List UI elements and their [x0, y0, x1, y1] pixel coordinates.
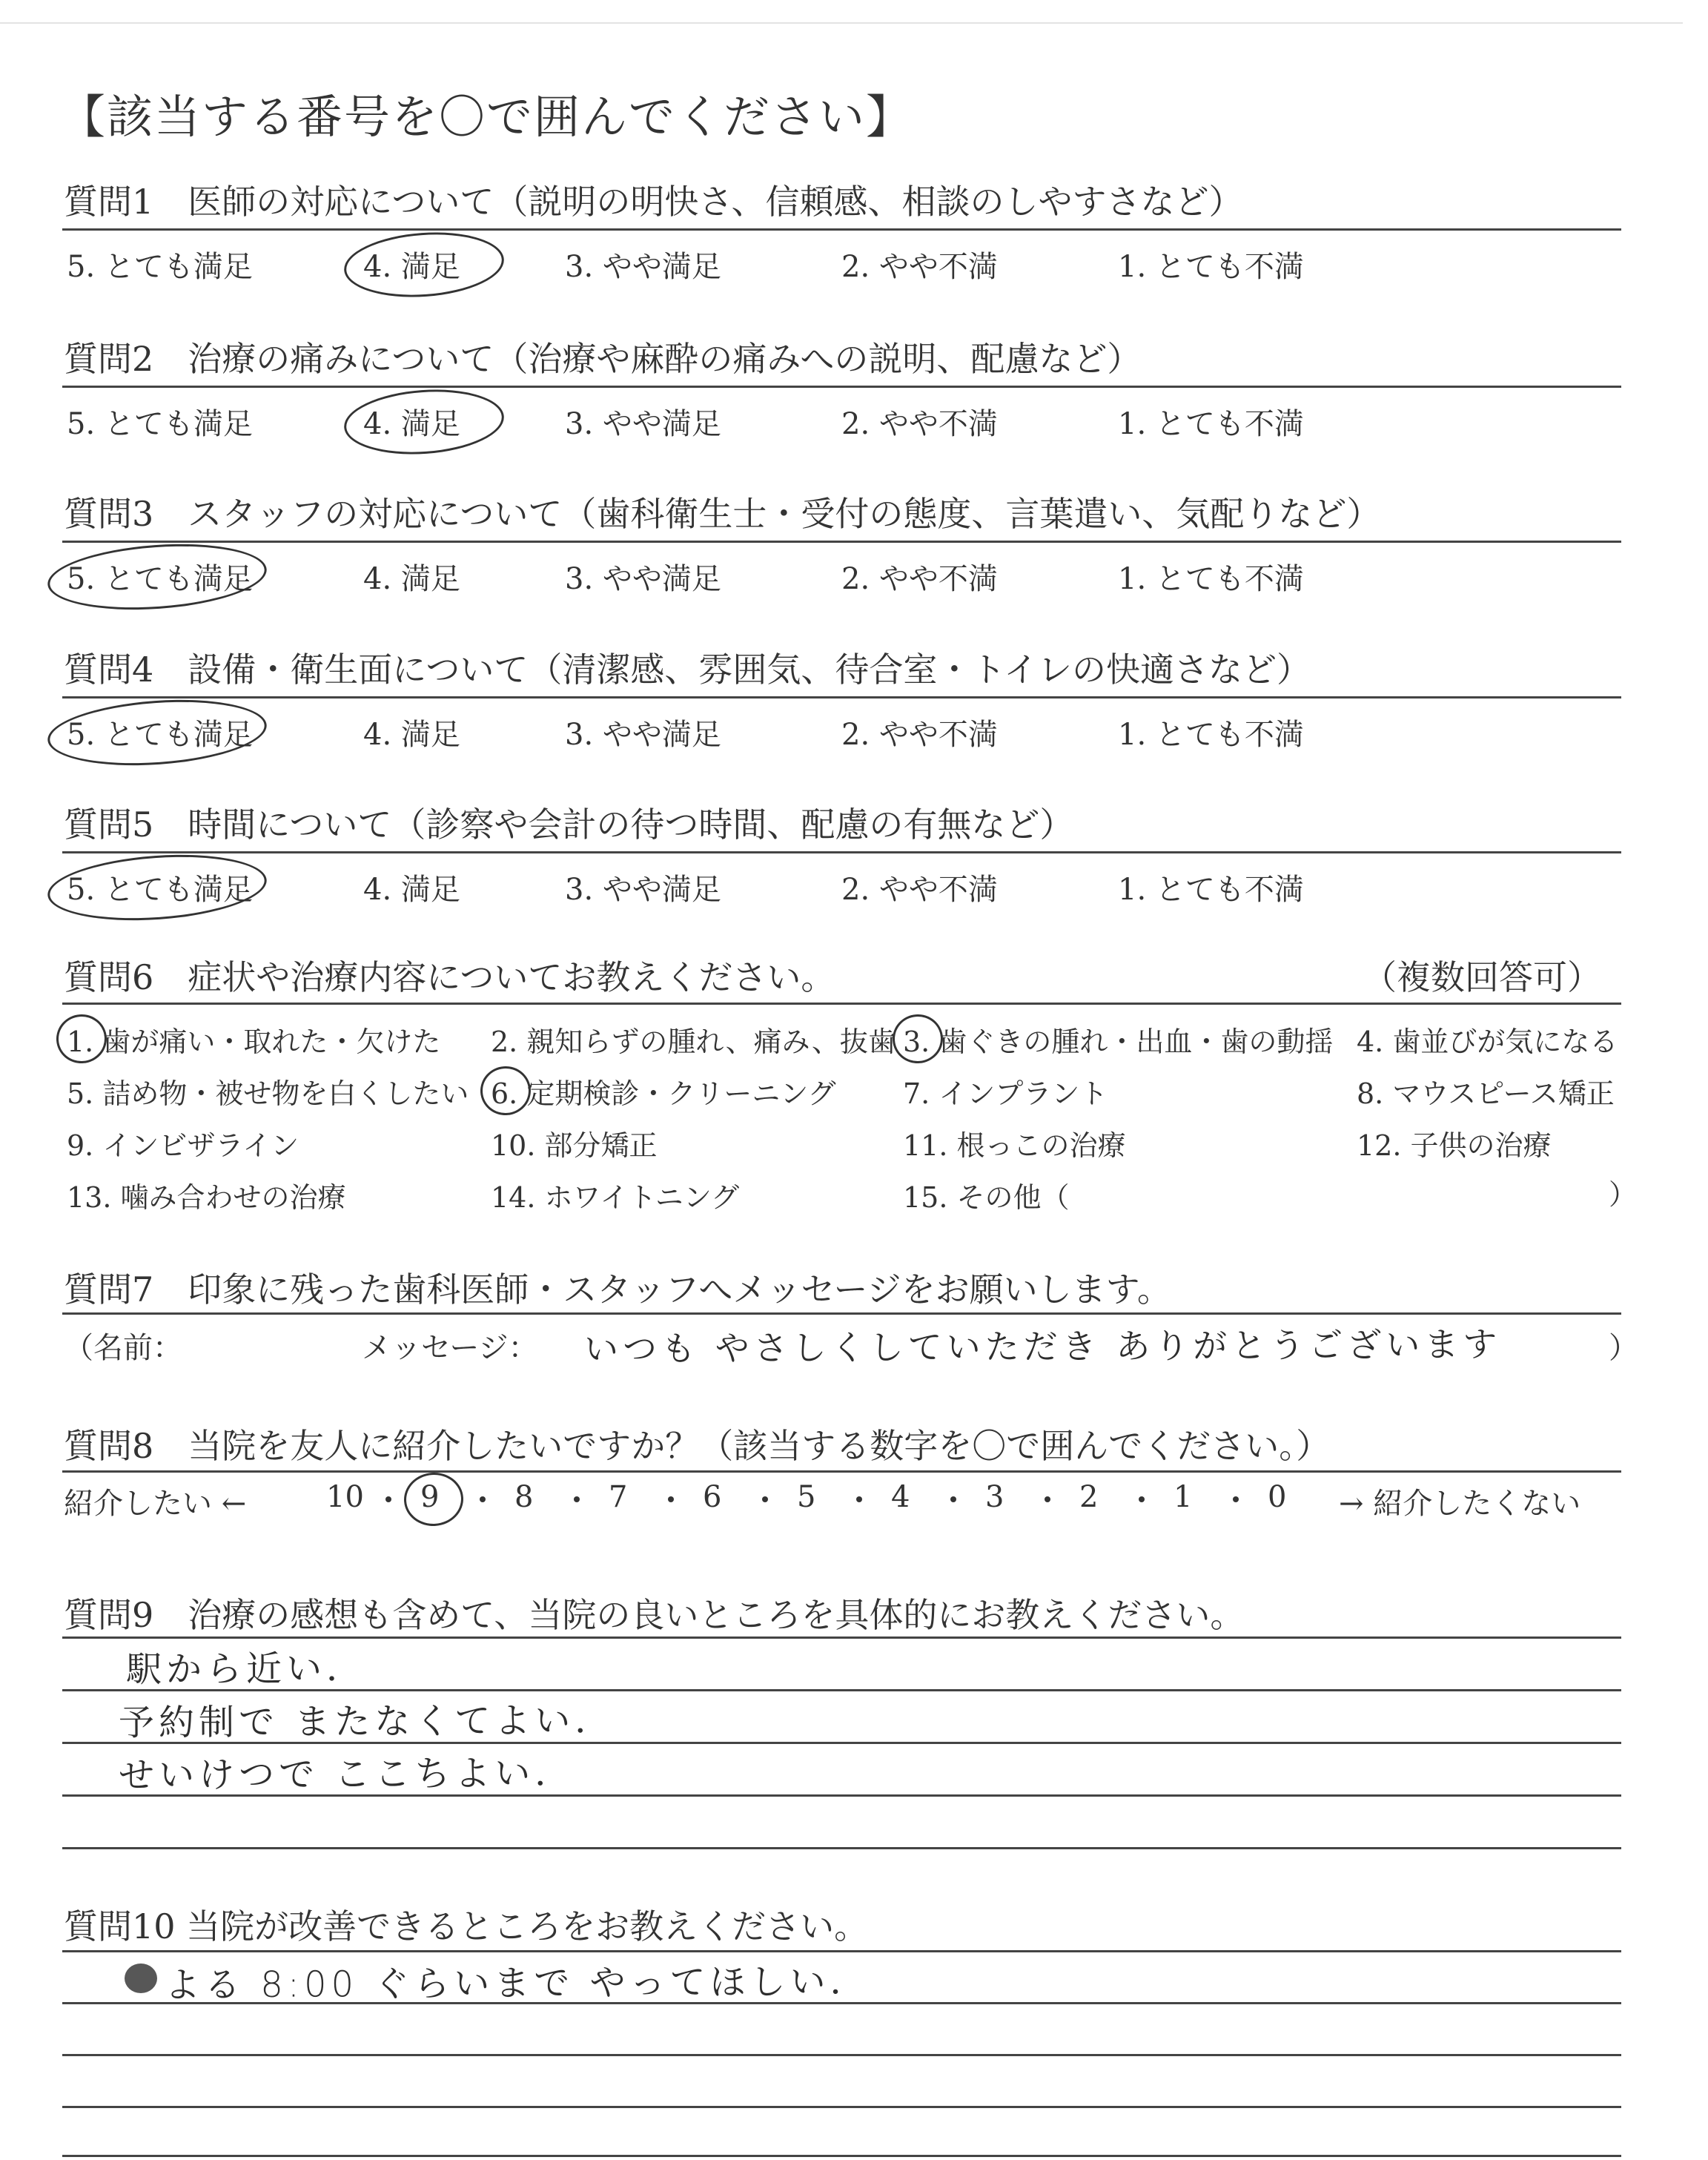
- q7-rule: [62, 1312, 1621, 1315]
- q9-rule-1: [62, 1636, 1621, 1639]
- q9-answer-2: 予約制で またなくてよい．: [118, 1700, 615, 1744]
- q3-option-5[interactable]: 5. とても満足: [67, 562, 253, 596]
- q5-option-4[interactable]: 4. 満足: [363, 873, 460, 907]
- q8-scale-separator: [668, 1496, 674, 1502]
- q6-option-2[interactable]: 2. 親知らずの腫れ、痛み、抜歯: [491, 1025, 896, 1058]
- q8-selection-circle: [403, 1470, 466, 1527]
- q8-scale-8[interactable]: 8: [514, 1480, 534, 1514]
- q6-option-10[interactable]: 10. 部分矯正: [491, 1129, 658, 1162]
- q4-option-4[interactable]: 4. 満足: [363, 718, 460, 752]
- q8-scale-separator: [950, 1496, 956, 1502]
- q6-option-7[interactable]: 7. インプラント: [903, 1077, 1108, 1110]
- q7-title: 質問7 印象に残った歯科医師・スタッフへメッセージをお願いします。: [64, 1269, 1171, 1309]
- q6-option-8[interactable]: 8. マウスピース矯正: [1357, 1077, 1615, 1110]
- q7-name-label: （名前：: [64, 1331, 182, 1365]
- q3-option-2[interactable]: 2. やや不満: [841, 562, 998, 596]
- q4-title: 質問4 設備・衛生面について（清潔感、雰囲気、待合室・トイレの快適さなど）: [64, 650, 1311, 690]
- q7-close-paren: ）: [1609, 1331, 1638, 1365]
- q3-rule: [62, 541, 1621, 543]
- q4-option-2[interactable]: 2. やや不満: [841, 718, 998, 752]
- q8-left-label: 紹介したい ←: [64, 1487, 247, 1521]
- q6-option-5[interactable]: 5. 詰め物・被せ物を白くしたい: [67, 1077, 469, 1110]
- q6-rule: [62, 1003, 1621, 1005]
- q7-message-label: メッセージ：: [362, 1331, 538, 1365]
- q4-selection-circle: [45, 693, 268, 772]
- q8-scale-separator: [574, 1496, 580, 1502]
- q6-close-paren: ）: [1609, 1178, 1638, 1211]
- q8-scale-7[interactable]: 7: [609, 1480, 628, 1514]
- q9-rule-5: [62, 1847, 1621, 1849]
- q1-option-2[interactable]: 2. やや不満: [841, 250, 998, 284]
- q2-option-3[interactable]: 3. やや満足: [565, 407, 721, 441]
- q5-option-5[interactable]: 5. とても満足: [67, 873, 253, 907]
- q5-option-3[interactable]: 3. やや満足: [565, 873, 721, 907]
- q10-rule-1: [62, 1950, 1621, 1952]
- q7-message: いつも やさしくしていただき ありがとうございます: [583, 1324, 1502, 1370]
- q4-option-3[interactable]: 3. やや満足: [565, 718, 721, 752]
- q10-rule-4: [62, 2106, 1621, 2108]
- q5-selection-circle: [45, 848, 268, 927]
- q10-rule-3: [62, 2054, 1621, 2056]
- q5-rule: [62, 851, 1621, 853]
- q6-option-14[interactable]: 14. ホワイトニング: [491, 1181, 740, 1214]
- q10-title: 質問10 当院が改善できるところをお教えください。: [64, 1906, 869, 1946]
- q1-option-3[interactable]: 3. やや満足: [565, 250, 721, 284]
- q2-selection-circle: [342, 385, 506, 460]
- q1-selection-circle: [342, 228, 506, 303]
- q8-scale-3[interactable]: 3: [985, 1480, 1004, 1514]
- q9-answer-1: 駅から近い．: [125, 1648, 367, 1691]
- q4-rule: [62, 696, 1621, 698]
- q8-scale-1[interactable]: 1: [1174, 1480, 1193, 1514]
- q8-scale-9[interactable]: 9: [420, 1480, 440, 1514]
- page-title: 【該当する番号を〇で囲んでください】: [59, 90, 914, 144]
- q8-scale-10[interactable]: 10: [326, 1480, 364, 1514]
- q2-option-1[interactable]: 1. とても不満: [1118, 407, 1304, 441]
- scribble-mark: [125, 1964, 157, 1993]
- q6-option-13[interactable]: 13. 噛み合わせの治療: [67, 1181, 346, 1214]
- q1-option-4[interactable]: 4. 満足: [363, 250, 460, 284]
- q8-scale-separator: [385, 1496, 391, 1502]
- q8-right-label: → 紹介したくない: [1339, 1487, 1581, 1521]
- q3-selection-circle: [45, 538, 268, 616]
- scan-edge-line: [0, 22, 1683, 24]
- q6-option-9[interactable]: 9. インビザライン: [67, 1129, 299, 1162]
- q5-option-1[interactable]: 1. とても不満: [1118, 873, 1304, 907]
- q9-title: 質問9 治療の感想も含めて、当院の良いところを具体的にお教えください。: [64, 1595, 1245, 1635]
- q4-option-5[interactable]: 5. とても満足: [67, 718, 253, 752]
- q2-title: 質問2 治療の痛みについて（治療や麻酔の痛みへの説明、配慮など）: [64, 339, 1142, 379]
- q8-scale-5[interactable]: 5: [797, 1480, 816, 1514]
- q6-option-12[interactable]: 12. 子供の治療: [1357, 1129, 1552, 1162]
- q1-option-5[interactable]: 5. とても満足: [67, 250, 253, 284]
- q8-scale-2[interactable]: 2: [1079, 1480, 1099, 1514]
- q1-rule: [62, 228, 1621, 231]
- q8-scale-separator: [762, 1496, 768, 1502]
- q3-title: 質問3 スタッフの対応について（歯科衛生士・受付の態度、言葉遣い、気配りなど）: [64, 494, 1381, 534]
- q6-note: （複数回答可）: [1363, 957, 1601, 997]
- q6-option-15[interactable]: 15. その他（: [903, 1181, 1070, 1214]
- q2-option-5[interactable]: 5. とても満足: [67, 407, 253, 441]
- q6-option-3[interactable]: 3. 歯ぐきの腫れ・出血・歯の動揺: [903, 1025, 1334, 1058]
- q3-option-3[interactable]: 3. やや満足: [565, 562, 721, 596]
- q9-answer-3: せいけつで ここちよい．: [118, 1752, 575, 1797]
- q2-option-4[interactable]: 4. 満足: [363, 407, 460, 441]
- q10-rule-5: [62, 2155, 1621, 2157]
- q2-option-2[interactable]: 2. やや不満: [841, 407, 998, 441]
- q8-scale-separator: [856, 1496, 862, 1502]
- q1-title: 質問1 医師の対応について（説明の明快さ、信頼感、相談のしやすさなど）: [64, 182, 1243, 222]
- q8-rule: [62, 1470, 1621, 1473]
- q8-scale-separator: [1045, 1496, 1050, 1502]
- q1-option-1[interactable]: 1. とても不満: [1118, 250, 1304, 284]
- q3-option-1[interactable]: 1. とても不満: [1118, 562, 1304, 596]
- q6-option-6[interactable]: 6. 定期検診・クリーニング: [491, 1077, 836, 1110]
- q5-option-2[interactable]: 2. やや不満: [841, 873, 998, 907]
- q8-scale-6[interactable]: 6: [703, 1480, 722, 1514]
- q10-answer-1: よる 8:00 ぐらいまで やってほしい．: [164, 1961, 870, 2007]
- q3-option-4[interactable]: 4. 満足: [363, 562, 460, 596]
- q6-option-4[interactable]: 4. 歯並びが気になる: [1357, 1025, 1618, 1058]
- q6-option-1[interactable]: 1. 歯が痛い・取れた・欠けた: [67, 1025, 441, 1058]
- q6-option-11[interactable]: 11. 根っこの治療: [903, 1129, 1126, 1162]
- q8-scale-0[interactable]: 0: [1268, 1480, 1287, 1514]
- q8-scale-separator: [480, 1496, 486, 1502]
- q8-scale-separator: [1233, 1496, 1239, 1502]
- q5-title: 質問5 時間について（診察や会計の待つ時間、配慮の有無など）: [64, 805, 1074, 845]
- q8-title: 質問8 当院を友人に紹介したいですか？（該当する数字を〇で囲んでください。）: [64, 1426, 1331, 1466]
- q8-scale-separator: [1139, 1496, 1145, 1502]
- q4-option-1[interactable]: 1. とても不満: [1118, 718, 1304, 752]
- q6-title: 質問6 症状や治療内容についてお教えください。: [64, 957, 835, 997]
- q8-scale-4[interactable]: 4: [891, 1480, 910, 1514]
- q2-rule: [62, 386, 1621, 388]
